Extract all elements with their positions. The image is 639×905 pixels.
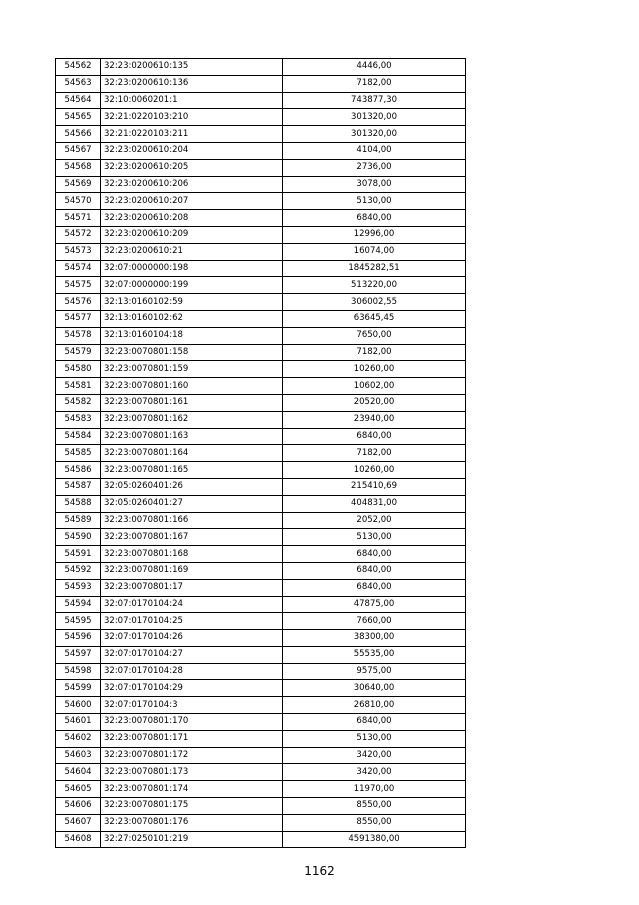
cadastral-number-cell: 32:21:0220103:210 [101,109,283,126]
row-number-cell: 54579 [56,344,101,361]
cadastral-value-cell: 7182,00 [283,445,466,462]
row-number-cell: 54590 [56,529,101,546]
cadastral-number-cell: 32:23:0070801:166 [101,512,283,529]
cadastral-number-cell: 32:23:0070801:160 [101,378,283,395]
cadastral-number-cell: 32:23:0200610:204 [101,142,283,159]
cadastral-value-cell: 9575,00 [283,663,466,680]
page-number: 1162 [304,864,335,878]
cadastral-value-cell: 6840,00 [283,562,466,579]
cadastral-value-cell: 3420,00 [283,747,466,764]
cadastral-value-table [55,58,466,848]
cadastral-value-cell: 404831,00 [283,495,466,512]
cadastral-number-cell: 32:23:0200610:207 [101,193,283,210]
table-row [56,159,466,176]
cadastral-value-cell: 301320,00 [283,126,466,143]
row-number-cell: 54562 [56,59,101,76]
table-row [56,243,466,260]
row-number-cell: 54563 [56,75,101,92]
cadastral-number-cell: 32:23:0070801:159 [101,361,283,378]
cadastral-value-cell: 12996,00 [283,226,466,243]
row-number-cell: 54572 [56,226,101,243]
table-row [56,831,466,848]
table-row [56,210,466,227]
cadastral-value-cell: 2052,00 [283,512,466,529]
row-number-cell: 54591 [56,546,101,563]
table-row [56,59,466,76]
cadastral-number-cell: 32:23:0070801:172 [101,747,283,764]
table-row [56,562,466,579]
table-row [56,277,466,294]
row-number-cell: 54588 [56,495,101,512]
table-row [56,176,466,193]
cadastral-value-cell: 5130,00 [283,730,466,747]
cadastral-value-cell: 6840,00 [283,714,466,731]
cadastral-number-cell: 32:23:0070801:176 [101,814,283,831]
cadastral-value-cell: 7182,00 [283,75,466,92]
cadastral-value-cell: 7650,00 [283,327,466,344]
cadastral-value-cell: 1845282,51 [283,260,466,277]
row-number-cell: 54570 [56,193,101,210]
cadastral-number-cell: 32:05:0260401:27 [101,495,283,512]
row-number-cell: 54567 [56,142,101,159]
row-number-cell: 54578 [56,327,101,344]
row-number-cell: 54605 [56,781,101,798]
row-number-cell: 54592 [56,562,101,579]
cadastral-value-cell: 63645,45 [283,310,466,327]
cadastral-number-cell: 32:23:0070801:17 [101,579,283,596]
cadastral-value-cell: 3078,00 [283,176,466,193]
cadastral-number-cell: 32:23:0070801:161 [101,394,283,411]
cadastral-number-cell: 32:23:0200610:21 [101,243,283,260]
cadastral-number-cell: 32:21:0220103:211 [101,126,283,143]
table-row [56,478,466,495]
cadastral-value-cell: 4104,00 [283,142,466,159]
table-row [56,327,466,344]
table-row [56,428,466,445]
cadastral-number-cell: 32:23:0070801:171 [101,730,283,747]
table-row [56,697,466,714]
row-number-cell: 54575 [56,277,101,294]
cadastral-number-cell: 32:13:0160102:62 [101,310,283,327]
table-row [56,613,466,630]
cadastral-number-cell: 32:23:0200610:209 [101,226,283,243]
row-number-cell: 54589 [56,512,101,529]
cadastral-number-cell: 32:23:0200610:135 [101,59,283,76]
cadastral-value-cell: 10260,00 [283,462,466,479]
cadastral-number-cell: 32:23:0200610:208 [101,210,283,227]
row-number-cell: 54599 [56,680,101,697]
cadastral-value-cell: 306002,55 [283,294,466,311]
cadastral-value-cell: 4591380,00 [283,831,466,848]
row-number-cell: 54583 [56,411,101,428]
row-number-cell: 54608 [56,831,101,848]
cadastral-value-cell: 5130,00 [283,193,466,210]
table-row [56,126,466,143]
row-number-cell: 54584 [56,428,101,445]
table-row [56,730,466,747]
row-number-cell: 54597 [56,646,101,663]
row-number-cell: 54603 [56,747,101,764]
table-row [56,714,466,731]
cadastral-number-cell: 32:13:0160104:18 [101,327,283,344]
row-number-cell: 54565 [56,109,101,126]
row-number-cell: 54573 [56,243,101,260]
cadastral-number-cell: 32:07:0170104:25 [101,613,283,630]
cadastral-value-cell: 743877,30 [283,92,466,109]
table-row [56,411,466,428]
cadastral-value-cell: 26810,00 [283,697,466,714]
cadastral-number-cell: 32:23:0070801:167 [101,529,283,546]
row-number-cell: 54580 [56,361,101,378]
row-number-cell: 54607 [56,814,101,831]
table-body [56,59,466,848]
row-number-cell: 54601 [56,714,101,731]
row-number-cell: 54586 [56,462,101,479]
row-number-cell: 54593 [56,579,101,596]
table-row [56,747,466,764]
cadastral-value-cell: 10602,00 [283,378,466,395]
table-row [56,764,466,781]
cadastral-number-cell: 32:07:0170104:3 [101,697,283,714]
cadastral-number-cell: 32:23:0200610:205 [101,159,283,176]
row-number-cell: 54602 [56,730,101,747]
table-row [56,445,466,462]
cadastral-value-cell: 513220,00 [283,277,466,294]
table-row [56,109,466,126]
cadastral-value-cell: 6840,00 [283,210,466,227]
row-number-cell: 54571 [56,210,101,227]
cadastral-value-cell: 6840,00 [283,579,466,596]
table-row [56,462,466,479]
cadastral-number-cell: 32:23:0070801:170 [101,714,283,731]
table-row [56,75,466,92]
table-row [56,630,466,647]
cadastral-value-cell: 3420,00 [283,764,466,781]
cadastral-value-cell: 20520,00 [283,394,466,411]
table-row [56,378,466,395]
table-row [56,495,466,512]
cadastral-value-cell: 5130,00 [283,529,466,546]
cadastral-number-cell: 32:23:0070801:169 [101,562,283,579]
cadastral-number-cell: 32:23:0070801:175 [101,798,283,815]
row-number-cell: 54604 [56,764,101,781]
row-number-cell: 54600 [56,697,101,714]
cadastral-value-cell: 4446,00 [283,59,466,76]
table-row [56,361,466,378]
cadastral-number-cell: 32:27:0250101:219 [101,831,283,848]
table-row [56,394,466,411]
cadastral-number-cell: 32:07:0170104:29 [101,680,283,697]
cadastral-number-cell: 32:23:0070801:168 [101,546,283,563]
cadastral-number-cell: 32:05:0260401:26 [101,478,283,495]
cadastral-number-cell: 32:23:0070801:165 [101,462,283,479]
table-row [56,579,466,596]
table-row [56,142,466,159]
cadastral-number-cell: 32:07:0170104:27 [101,646,283,663]
cadastral-number-cell: 32:23:0070801:158 [101,344,283,361]
cadastral-number-cell: 32:07:0170104:24 [101,596,283,613]
cadastral-value-cell: 8550,00 [283,814,466,831]
cadastral-value-cell: 30640,00 [283,680,466,697]
table-row [56,814,466,831]
cadastral-number-cell: 32:13:0160102:59 [101,294,283,311]
table-row [56,546,466,563]
table-row [56,798,466,815]
cadastral-value-cell: 6840,00 [283,428,466,445]
table-row [56,596,466,613]
table-row [56,680,466,697]
row-number-cell: 54595 [56,613,101,630]
cadastral-value-cell: 23940,00 [283,411,466,428]
cadastral-number-cell: 32:23:0200610:206 [101,176,283,193]
cadastral-number-cell: 32:23:0070801:162 [101,411,283,428]
cadastral-value-cell: 8550,00 [283,798,466,815]
row-number-cell: 54587 [56,478,101,495]
cadastral-value-cell: 7182,00 [283,344,466,361]
cadastral-value-cell: 11970,00 [283,781,466,798]
row-number-cell: 54564 [56,92,101,109]
row-number-cell: 54568 [56,159,101,176]
cadastral-number-cell: 32:07:0000000:198 [101,260,283,277]
row-number-cell: 54574 [56,260,101,277]
table-row [56,512,466,529]
row-number-cell: 54569 [56,176,101,193]
cadastral-value-cell: 10260,00 [283,361,466,378]
cadastral-value-cell: 2736,00 [283,159,466,176]
table-row [56,294,466,311]
row-number-cell: 54566 [56,126,101,143]
cadastral-value-cell: 301320,00 [283,109,466,126]
row-number-cell: 54598 [56,663,101,680]
table-row [56,226,466,243]
row-number-cell: 54581 [56,378,101,395]
row-number-cell: 54582 [56,394,101,411]
cadastral-number-cell: 32:23:0070801:163 [101,428,283,445]
row-number-cell: 54594 [56,596,101,613]
cadastral-number-cell: 32:07:0170104:26 [101,630,283,647]
table-row [56,646,466,663]
table-row [56,92,466,109]
cadastral-value-cell: 38300,00 [283,630,466,647]
table-row [56,193,466,210]
cadastral-number-cell: 32:23:0070801:173 [101,764,283,781]
table-row [56,529,466,546]
cadastral-value-cell: 55535,00 [283,646,466,663]
row-number-cell: 54576 [56,294,101,311]
cadastral-number-cell: 32:07:0170104:28 [101,663,283,680]
table-row [56,344,466,361]
row-number-cell: 54606 [56,798,101,815]
cadastral-value-cell: 47875,00 [283,596,466,613]
cadastral-number-cell: 32:23:0200610:136 [101,75,283,92]
cadastral-number-cell: 32:23:0070801:174 [101,781,283,798]
table-row [56,260,466,277]
cadastral-value-cell: 215410,69 [283,478,466,495]
table-row [56,663,466,680]
cadastral-value-cell: 6840,00 [283,546,466,563]
row-number-cell: 54585 [56,445,101,462]
row-number-cell: 54596 [56,630,101,647]
row-number-cell: 54577 [56,310,101,327]
cadastral-value-cell: 7660,00 [283,613,466,630]
cadastral-number-cell: 32:10:0060201:1 [101,92,283,109]
cadastral-number-cell: 32:23:0070801:164 [101,445,283,462]
cadastral-number-cell: 32:07:0000000:199 [101,277,283,294]
cadastral-value-cell: 16074,00 [283,243,466,260]
table-row [56,310,466,327]
table-row [56,781,466,798]
